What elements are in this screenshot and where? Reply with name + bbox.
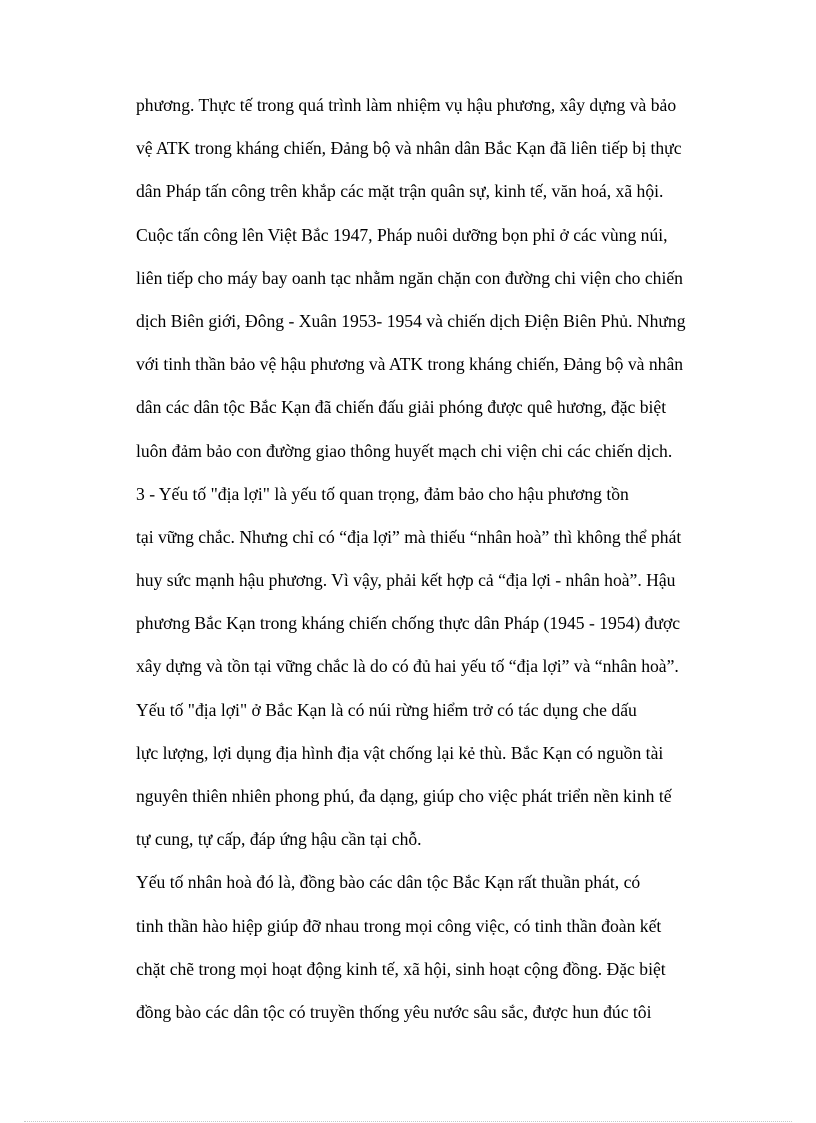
body-text — [136, 91, 756, 1041]
text-line: 3 - Yếu tố "địa lợi" là yếu tố quan trọng, đảm bảo cho hậu phương tồn — [136, 483, 629, 504]
text-line: nguyên thiên nhiên phong phú, đa dạng, giúp cho việc phát triển nền kinh tế — [136, 786, 672, 806]
text-line: huy sức mạnh hậu phương. Vì vậy, phải kết hợp cả “địa lợi - nhân hoà”. Hậu — [136, 570, 676, 591]
text-line: chặt chẽ trong mọi hoạt động kinh tế, xã hội, sinh hoạt cộng đồng. Đặc biệt — [136, 958, 666, 979]
text-line: với tinh thần bảo vệ hậu phương và ATK trong kháng chiến, Đảng bộ và nhân — [136, 354, 684, 375]
text-line: Yếu tố "địa lợi" ở Bắc Kạn là có núi rừng hiểm trở có tác dụng che dấu — [136, 699, 637, 720]
text-line: dịch Biên giới, Đông - Xuân 1953- 1954 và chiến dịch Điện Biên Phủ. Nhưng — [136, 310, 686, 331]
text-line: vệ ATK trong kháng chiến, Đảng bộ và nhân dân Bắc Kạn đã liên tiếp bị thực — [136, 138, 682, 159]
page-bottom-divider — [24, 1121, 792, 1122]
text-line: liên tiếp cho máy bay oanh tạc nhằm ngăn chặn con đường chi viện cho chiến — [136, 267, 683, 288]
text-line: tinh thần hào hiệp giúp đỡ nhau trong mọi công việc, có tinh thần đoàn kết — [136, 915, 662, 936]
text-line: phương. Thực tế trong quá trình làm nhiệm vụ hậu phương, xây dựng và bảo — [136, 95, 677, 115]
text-line: xây dựng và tồn tại vững chắc là do có đủ hai yếu tố “địa lợi” và “nhân hoà”. — [136, 656, 679, 677]
text-line: dân Pháp tấn công trên khắp các mặt trận quân sự, kinh tế, văn hoá, xã hội. — [136, 181, 664, 202]
text-line: Yếu tố nhân hoà đó là, đồng bào các dân tộc Bắc Kạn rất thuần phát, có — [136, 872, 641, 893]
text-line: dân các dân tộc Bắc Kạn đã chiến đấu giải phóng được quê hương, đặc biệt — [136, 397, 667, 418]
text-line: Cuộc tấn công lên Việt Bắc 1947, Pháp nuôi dưỡng bọn phỉ ở các vùng núi, — [136, 224, 668, 245]
text-line: luôn đảm bảo con đường giao thông huyết mạch chi viện chi các chiến dịch. — [136, 440, 673, 461]
text-line: lực lượng, lợi dụng địa hình địa vật chống lại kẻ thù. Bắc Kạn có nguồn tài — [136, 742, 664, 763]
text-line: phương Bắc Kạn trong kháng chiến chống thực dân Pháp (1945 - 1954) được — [136, 613, 681, 634]
text-line: tại vững chắc. Nhưng chỉ có “địa lợi” mà thiếu “nhân hoà” thì không thể phát — [136, 526, 682, 547]
text-line: tự cung, tự cấp, đáp ứng hậu cần tại chỗ. — [136, 829, 422, 850]
text-line: đồng bào các dân tộc có truyền thống yêu nước sâu sắc, được hun đúc tôi — [136, 1001, 652, 1022]
